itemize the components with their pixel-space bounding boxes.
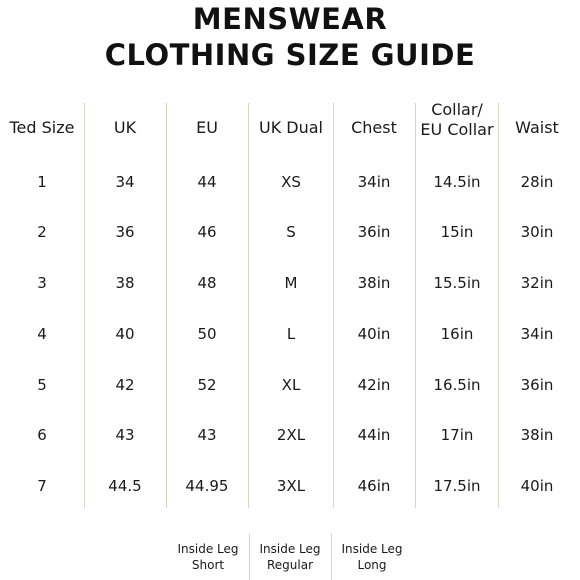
table-cell: 17in <box>440 426 474 444</box>
table-cell: 44.95 <box>185 477 229 495</box>
column-divider <box>415 103 416 508</box>
inside-leg-label-line: Inside Leg <box>259 542 321 556</box>
column-header <box>167 118 247 138</box>
table-cell: 34 <box>115 173 135 191</box>
column-header-line: Ted Size <box>9 118 75 137</box>
table-cell: 7 <box>37 477 47 495</box>
table-cell: 44 <box>197 173 217 191</box>
column-header <box>0 118 84 138</box>
table-cell: 6 <box>37 426 47 444</box>
column-divider <box>498 103 499 508</box>
table-cell: 32in <box>520 274 554 292</box>
column-divider <box>166 103 167 508</box>
table-cell: 34in <box>357 173 391 191</box>
table-cell: XL <box>281 376 301 394</box>
table-cell: 40in <box>520 477 554 495</box>
column-header <box>248 118 334 138</box>
inside-leg-label <box>168 541 248 573</box>
table-cell: 36 <box>115 223 135 241</box>
table-cell: 46 <box>197 223 217 241</box>
column-header-line: EU <box>196 118 218 137</box>
column-header <box>497 118 577 138</box>
table-cell: 3XL <box>276 477 306 495</box>
table-cell: 17.5in <box>433 477 481 495</box>
column-header-line: Chest <box>351 118 397 137</box>
page-title: MENSWEAR <box>192 2 388 36</box>
inside-leg-label <box>250 541 330 573</box>
column-header-line: Collar/ <box>431 100 483 119</box>
table-cell: 43 <box>197 426 217 444</box>
table-cell: 14.5in <box>433 173 481 191</box>
column-header-line: UK Dual <box>259 118 323 137</box>
table-cell: 42in <box>357 376 391 394</box>
page-subtitle: CLOTHING SIZE GUIDE <box>104 38 476 72</box>
column-divider <box>333 103 334 508</box>
table-cell: 40in <box>357 325 391 343</box>
table-cell: 15in <box>440 223 474 241</box>
table-cell: 38 <box>115 274 135 292</box>
table-cell: 3 <box>37 274 47 292</box>
inside-leg-label-line: Inside Leg <box>341 542 403 556</box>
table-cell: 36in <box>520 376 554 394</box>
table-cell: 2 <box>37 223 47 241</box>
table-cell: 52 <box>197 376 217 394</box>
column-divider <box>84 103 85 508</box>
column-header-line: UK <box>113 118 137 137</box>
column-divider <box>248 103 249 508</box>
table-cell: 2XL <box>276 426 306 444</box>
table-cell: XS <box>281 173 301 191</box>
inside-leg-label-line: Short <box>191 558 225 572</box>
column-header-line: EU Collar <box>420 120 494 139</box>
table-cell: 38in <box>520 426 554 444</box>
table-cell: 43 <box>115 426 135 444</box>
table-cell: 34in <box>520 325 554 343</box>
inside-leg-label-line: Long <box>357 558 387 572</box>
table-cell: 50 <box>197 325 217 343</box>
table-cell: 15.5in <box>433 274 481 292</box>
table-cell: S <box>286 223 296 241</box>
table-cell: L <box>286 325 296 343</box>
table-cell: 36in <box>357 223 391 241</box>
inside-leg-label-line: Regular <box>266 558 314 572</box>
column-header-line: Waist <box>515 118 559 137</box>
table-cell: 1 <box>37 173 47 191</box>
table-cell: 38in <box>357 274 391 292</box>
table-cell: 4 <box>37 325 47 343</box>
table-cell: 46in <box>357 477 391 495</box>
column-header <box>415 100 499 140</box>
table-cell: 30in <box>520 223 554 241</box>
table-cell: 28in <box>520 173 554 191</box>
inside-leg-label <box>332 541 412 573</box>
table-cell: 16.5in <box>433 376 481 394</box>
table-cell: 16in <box>440 325 474 343</box>
table-cell: 40 <box>115 325 135 343</box>
table-cell: 44.5 <box>108 477 142 495</box>
table-cell: 44in <box>357 426 391 444</box>
inside-leg-label-line: Inside Leg <box>177 542 239 556</box>
table-cell: M <box>284 274 298 292</box>
table-cell: 5 <box>37 376 47 394</box>
table-cell: 42 <box>115 376 135 394</box>
column-header <box>85 118 165 138</box>
column-header <box>334 118 414 138</box>
table-cell: 48 <box>197 274 217 292</box>
